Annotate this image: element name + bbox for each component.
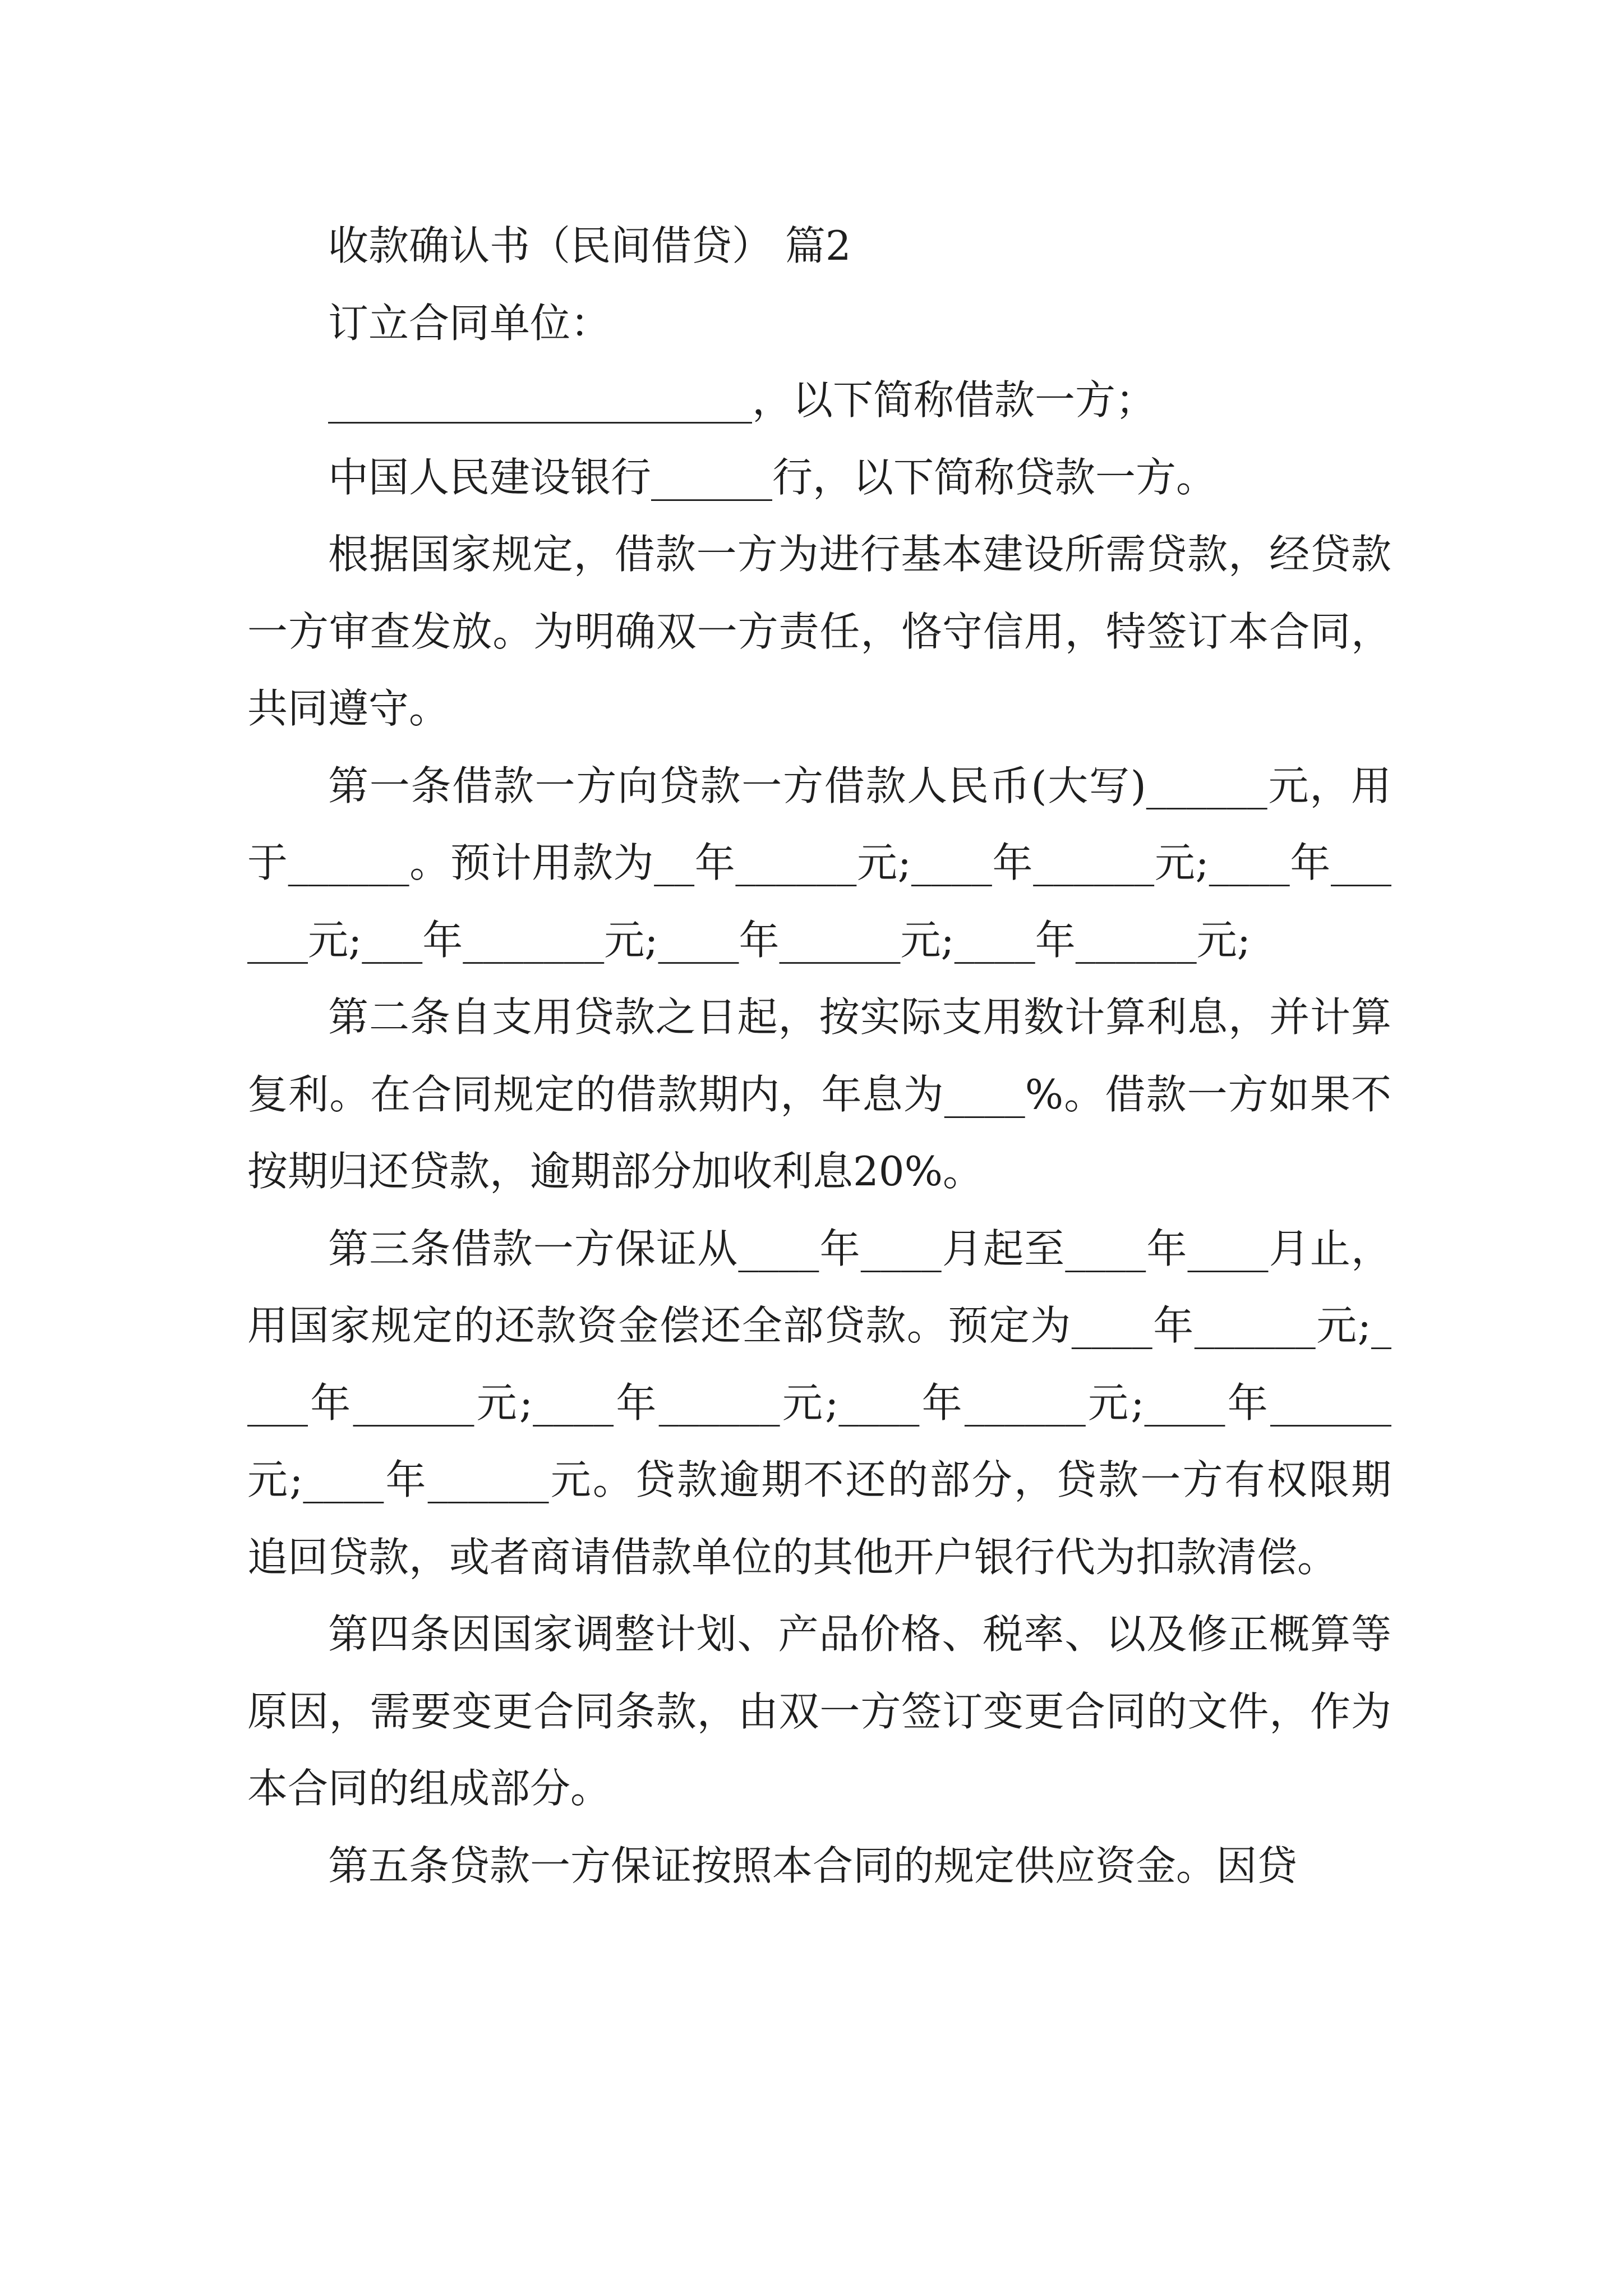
article-2-paragraph: 第二条自支用贷款之日起，按实际支用数计算利息，并计算复利。在合同规定的借款期内，年息为____%。借款一方如果不按期归还贷款，逾期部分加收利息20%。 [247, 993, 1391, 1195]
article-4-paragraph: 第四条因国家调整计划、产品价格、税率、以及修正概算等原因，需要变更合同条款，由双一方签订变更合同的文件，作为本合同的组成部分。 [247, 1611, 1391, 1812]
document-body [247, 208, 1391, 1904]
article-3-paragraph: 第三条借款一方保证从____年____月起至____年____月止，用国家规定的还款资金偿还全部贷款。预定为____年______元;____年______元;____年______元;____年______元;____年______元;____年______元。贷款逾期不还的部分，贷款一方有权限期追回贷款，或者商请借款单位的其他开户银行代为扣款清偿。 [247, 1225, 1391, 1581]
preamble-paragraph: 根据国家规定，借款一方为进行基本建设所需贷款，经贷款一方审查发放。为明确双一方责任，恪守信用，特签订本合同，共同遵守。 [247, 531, 1391, 732]
contracting-parties-label: 订立合同单位： [328, 299, 611, 347]
borrower-line: _____________________，以下简称借款一方； [328, 376, 1156, 424]
article-1-paragraph: 第一条借款一方向贷款一方借款人民币(大写)______元，用于______。预计用款为__年______元;____年______元;____年______元;___年_______元;____年______元;____年______元; [247, 762, 1391, 964]
lender-line: 中国人民建设银行______行，以下简称贷款一方。 [328, 453, 1217, 501]
article-5-paragraph: 第五条贷款一方保证按照本合同的规定供应资金。因贷 [328, 1842, 1298, 1889]
document-title: 收款确认书（民间借贷） 篇2 [328, 222, 851, 269]
